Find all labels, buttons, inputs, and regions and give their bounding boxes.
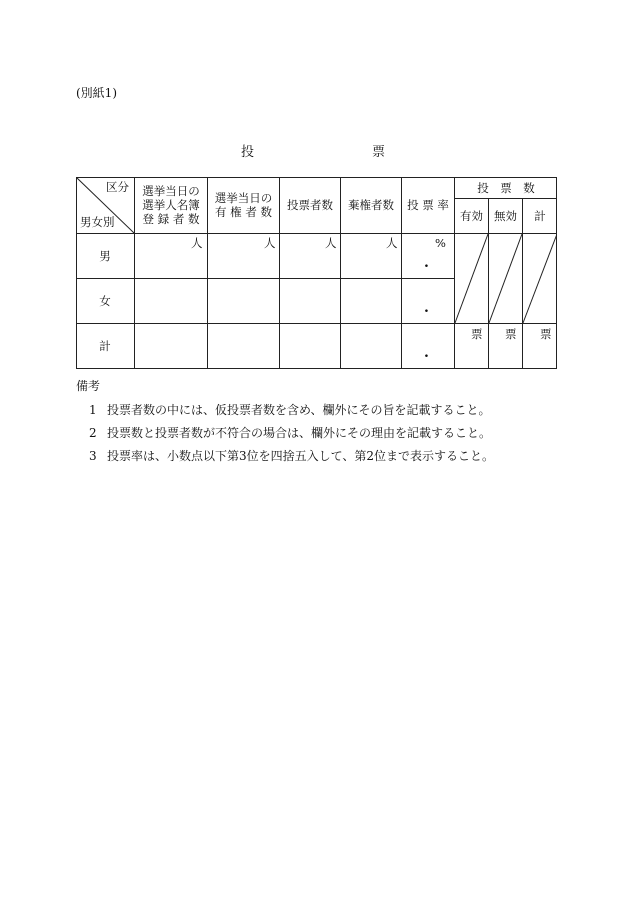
remark-text: 投票率は、小数点以下第3位を四捨五入して、第2位まで表示すること。 — [107, 449, 495, 463]
unit-eligible: 人 — [264, 236, 276, 250]
row-label-male: 男 — [99, 249, 111, 263]
header-total: 計 — [534, 209, 546, 223]
header-eligible-line2: 有 権 者 数 — [215, 205, 272, 219]
unit-votes-invalid: 票 — [505, 327, 517, 341]
corner-category-label: 区分 — [106, 180, 129, 194]
slash-total — [523, 234, 557, 323]
slash-invalid — [489, 234, 522, 323]
decimal-point-male: . — [424, 255, 429, 271]
header-abstainers: 棄権者数 — [348, 198, 394, 212]
remark-text: 投票者数の中には、仮投票者数を含め、欄外にその旨を記載すること。 — [107, 403, 491, 417]
row-label-female: 女 — [99, 294, 111, 308]
header-invalid: 無効 — [494, 209, 517, 223]
decimal-point-total: . — [424, 345, 429, 361]
corner-gender-label: 男女別 — [80, 215, 115, 229]
unit-abstainers: 人 — [386, 236, 398, 250]
slash-valid — [455, 234, 488, 323]
unit-registered: 人 — [191, 236, 203, 250]
row-label-total: 計 — [99, 339, 111, 353]
unit-voters: 人 — [325, 236, 337, 250]
unit-votes-total: 票 — [540, 327, 552, 341]
remark-text: 投票数と投票者数が不符合の場合は、欄外にその理由を記載すること。 — [107, 426, 492, 440]
title-left-char: 投 — [241, 145, 255, 160]
remark-number: 2 — [89, 426, 97, 440]
header-votes-group: 投 票 数 — [477, 181, 535, 195]
header-voters: 投票者数 — [287, 198, 333, 212]
vote-table — [76, 177, 557, 369]
remark-number: 3 — [89, 449, 97, 463]
remarks-heading: 備考 — [76, 379, 101, 393]
reference-label: (別紙1) — [76, 86, 117, 100]
remark-item — [89, 447, 494, 464]
remark-number: 1 — [89, 403, 97, 417]
remark-item — [89, 401, 491, 418]
header-turnout-rate: 投 票 率 — [407, 198, 449, 212]
unit-votes-valid: 票 — [471, 327, 483, 341]
header-valid: 有効 — [460, 209, 483, 223]
header-eligible-line1: 選挙当日の — [214, 191, 273, 205]
header-registered-line3: 登 録 者 数 — [142, 212, 200, 226]
title-right-char: 票 — [372, 145, 386, 160]
remark-item — [89, 424, 491, 441]
header-registered-line1: 選挙当日の — [142, 184, 200, 198]
header-registered-line2: 選挙人名簿 — [142, 198, 200, 212]
unit-percent: % — [435, 236, 446, 250]
decimal-point-female: . — [424, 300, 429, 316]
